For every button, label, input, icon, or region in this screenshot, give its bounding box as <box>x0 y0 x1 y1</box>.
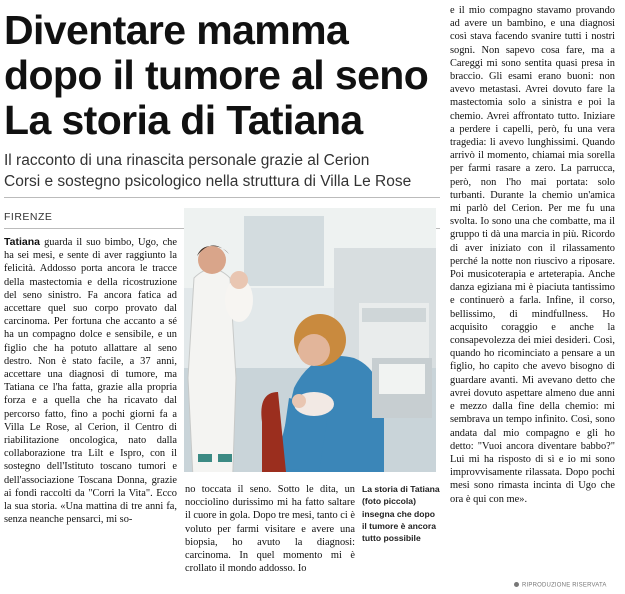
subhead-line-1: Il racconto di una rinascita personale grazie al Cerion <box>4 152 370 169</box>
article-text-1: guarda il suo bimbo, Ugo, che ha sei mesi, e sente di aver raggiunto la felicità. Addosso porta ancora le tracce della mastectomia e della ricostruzione del seno sinistro. Fa ancora fatica ad accettare quel suo corpo provato dal carcinoma. Per fortuna che accanto a sé ha un compagno dolce e sensibile, e un figlio che ha potuto allattare al seno destro. Non è stato facile, a 37 anni, accettare una diagnosi di tumore, ma Tatiana ce l'ha fatta, grazie alla propria forza e a quella che ha ricavato dal percorso fatto, fino a pochi giorni fa a Villa Le Rose, al Cerion, il Centro di riabilitazione oncologica, nato dalla collaborazione tra Lilt e Ispro, con il sostegno dell'Istituto toscano tumori e dell'associazione Toscana Donna, grazie ai fondi raccolti da "Corri la Vita". Ecco la sua storia. «Una mattina di tre anni fa, senza neanche pensarci, mi so- <box>4 237 177 526</box>
headline <box>4 8 444 143</box>
subheadline <box>4 150 444 192</box>
subhead-line-2: Corsi e sostegno psicologico nella struttura di Villa Le Rose <box>4 173 412 190</box>
article-text-2: no toccata il seno. Sotto le dita, un nocciolino durissimo mi ha fatto saltare il cuore in gola. Dopo tre mesi, tanto ci è voluto per farmi visitare e avere una biopsia, ho avuto la diagnosi: carcinoma. In quel momento mi è crollato il mondo addosso. Io <box>185 484 355 575</box>
lead-name: Tatiana <box>4 236 40 248</box>
headline-line-3: La storia di Tatiana <box>4 97 363 143</box>
copyright-notice <box>514 582 607 589</box>
copyright-text: RIPRODUZIONE RISERVATA <box>522 582 607 589</box>
dateline: FIRENZE <box>4 211 53 223</box>
article-column-3 <box>450 4 615 506</box>
headline-line-1: Diventare mamma <box>4 7 349 53</box>
article-photo <box>184 208 436 472</box>
photo-illustration <box>184 208 436 472</box>
article-text-3: e il mio compagno stavamo provando ad avere un bambino, e una diagnosi così stava facendo svanire tutti i nostri sogni. Non sapevo cosa fare, ma a Careggi mi sono sentita quasi presa in braccio. Gli esami erano buoni: non avevo metastasi. Avrei dovuto fare la mastectomia solo a sinistra e poi la chemio. Avrei affrontato tutto. Iniziare a perdere i capelli, però, fu una vera tragedia: li avevo lunghissimi. Quando arrivò il momento, chiamai mia sorella per farmi rasare a zero. La parrucca, però, non l'ho mai portata: solo turbanti. Durante la chemio un'amica mi parlò del Cerion. Per me fu una svolta. Io sono una che combatte, ma il gruppo ti dà una marcia in più. Ricordo di aver iniziato con il rilassamento perché la notte non riuscivo a riposare. Poi musicoterapia e arteterapia. Anche danza egiziana mi è piaciuta tantissimo e continuerò a farla. Infine, il corso, bellissimo, di mindfullness. Ho acquisito coraggio e anche la consapevolezza dei miei desideri. Così, quando ho ricominciato a pensare a un figlio, ho capito che avevo bisogno di guardare avanti. Mi avevano detto che avrei dovuto aspettare almeno due anni e mezzo dalla fine della chemio: mi sembrava un tempo infinito. Così, sono andata dal mio compagno e gli ho detto: "Vuoi ancora diventare babbo?" Lui mi ha risposto di sì e io mi sono improvvisamente rilassata. Dopo pochi mesi sono rimasta incinta di Ugo che ora è qui con me». <box>450 5 615 505</box>
article-column-1 <box>4 236 177 526</box>
article-column-2 <box>185 483 355 575</box>
headline-line-2: dopo il tumore al seno <box>4 52 429 98</box>
divider-top <box>4 197 440 198</box>
photo-caption: La storia di Tatiana (foto piccola) insegna che dopo il tumore è ancora tutto possibile <box>362 484 440 544</box>
copyright-bullet-icon <box>514 582 519 587</box>
